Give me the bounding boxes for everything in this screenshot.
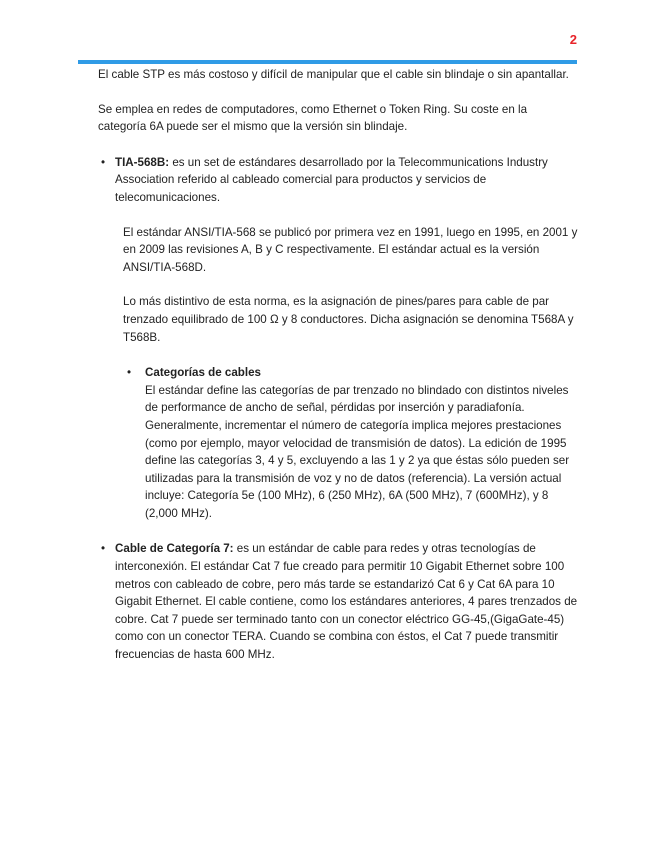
bullet-categorias [126, 364, 578, 522]
paragraph-stp-usage: Se emplea en redes de computadores, como Ethernet o Token Ring. Su coste en la categoría 6A puede ser el mismo que la versión sin blindaje. [98, 102, 528, 134]
bullet-cat7 [98, 540, 578, 663]
paragraph-stp-cost: El cable STP es más costoso y difícil de manipular que el cable sin blindaje o sin apantallar. [98, 68, 569, 81]
tia-term: TIA-568B: [115, 155, 170, 169]
header-rule [78, 60, 577, 64]
categorias-text: El estándar define las categorías de par trenzado no blindado con distintos niveles de performance de ancho de señal, pérdidas por inserción y paradiafonía. Generalmente, incrementar el número de categoría implica mejores prestaciones (como por ejemplo, mayor velocidad de transmisión de datos). La edición de 1995 define las categorías 3, 4 y 5, excluyendo a las 1 y 2 ya que éstas sólo pueden ser utilizadas para la transmisión de voz y no de datos (referencia). La versión actual incluye: Categoría 5e (100 MHz), 6 (250 MHz), 6A (500 MHz), 7 (600MHz), y 8 (2,000 MHz). [145, 383, 570, 520]
page-number: 2 [569, 32, 577, 47]
paragraph-tia-pinout: Lo más distintivo de esta norma, es la asignación de pines/pares para cable de par trenzado equilibrado de 100 Ω y 8 conductores. Dicha asignación se denomina T568A y T568B. [123, 295, 574, 344]
cat7-term: Cable de Categoría 7: [115, 542, 234, 556]
document-body [98, 66, 578, 664]
cat7-definition [115, 540, 578, 663]
categorias-heading: Categorías de cables [145, 366, 261, 380]
tia-text: es un set de estándares desarrollado por la Telecommunications Industry Association referido al cableado comercial para productos y servicios de telecomunicaciones. [115, 155, 548, 204]
bullet-icon: • [100, 155, 106, 169]
bullet-icon: • [126, 366, 132, 380]
bullet-icon: • [100, 542, 106, 556]
bullet-tia-568b [98, 154, 578, 207]
tia-definition [115, 154, 578, 207]
paragraph-tia-history: El estándar ANSI/TIA-568 se publicó por primera vez en 1991, luego en 1995, en 2001 y en 2009 las revisiones A, B y C respectivamente. El estándar actual es la versión ANSI/TIA-568D. [123, 225, 578, 274]
cat7-text: es un estándar de cable para redes y otras tecnologías de interconexión. El estándar Cat 7 fue creado para permitir 10 Gigabit Ethernet sobre 100 metros con cableado de cobre, pero más tarde se estandarizó Cat 6 y Cat 6A para 10 Gigabit Ethernet. El cable contiene, como los estándares anteriores, 4 pares trenzados de cobre. Cat 7 puede ser terminado tanto con un conector eléctrico GG-45,(GigaGate-45) como con un conector TERA. Cuando se combina con éstos, el Cat 7 puede transmitir frecuencias de hasta 600 MHz. [115, 542, 578, 662]
